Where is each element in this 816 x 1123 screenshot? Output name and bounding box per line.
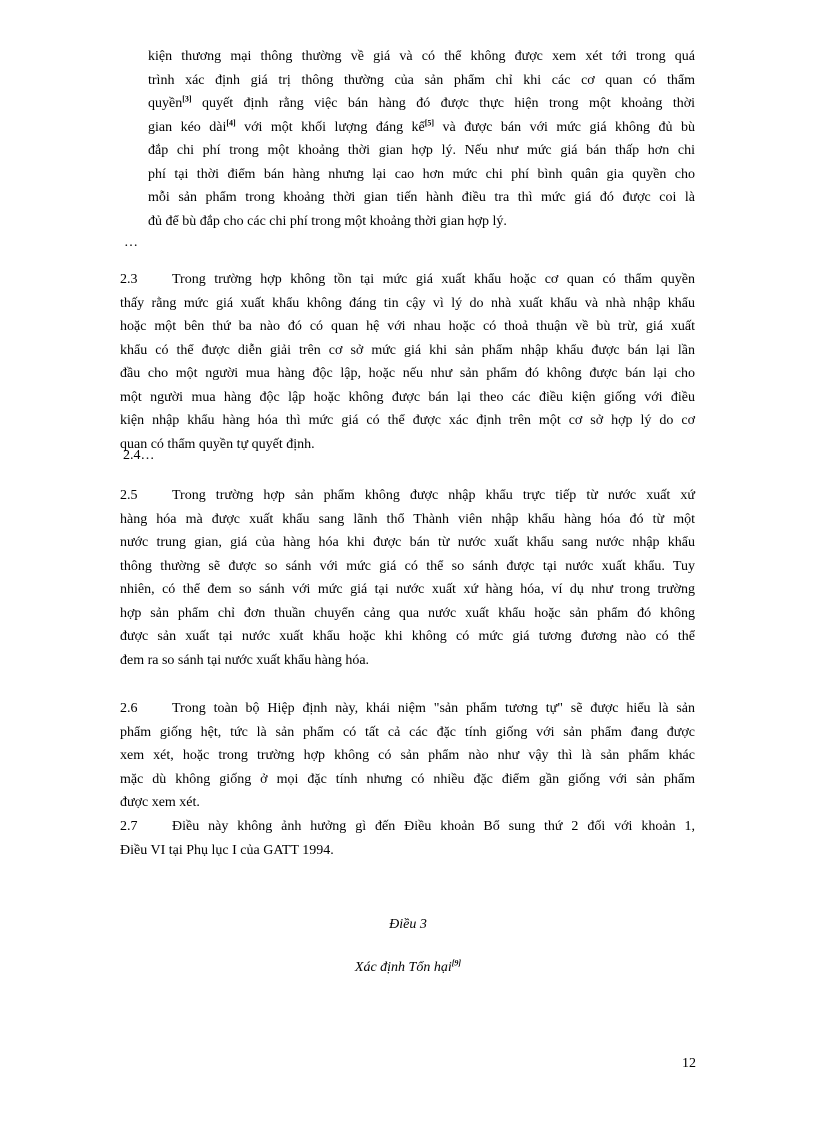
paragraph-number: 2.5 <box>120 488 138 503</box>
text-line <box>148 116 695 140</box>
continued-paragraph <box>148 45 695 233</box>
article-heading: Điều 3 <box>389 917 427 932</box>
text-line: đắp chi phí trong một khoảng thời gian hợp lý. Nếu như mức giá bán thấp hơn chi <box>148 143 695 158</box>
text-line: đem ra so sánh tại nước xuất khẩu hàng hóa. <box>120 652 370 668</box>
text-line: phẩm giống hệt, tức là sản phẩm có tất cả các đặc tính giống với sản phẩm đang được <box>120 724 695 740</box>
paragraph-number: 2.7 <box>120 819 138 834</box>
paragraph-2-7 <box>120 815 695 862</box>
text-line: phí tại thời điểm bán hàng nhưng lại cao hơn mức chi phí bình quân gia quyền cho <box>148 166 695 182</box>
text-segment: quyền <box>148 96 183 111</box>
page-number: 12 <box>682 1056 696 1071</box>
text-line: nhiên, có thể đem so sánh với mức giá tại nước xuất xứ hàng hóa, ví dụ như trong trường <box>120 582 695 597</box>
text-line: hợp sản phẩm chỉ đơn thuần chuyển cảng qua nước xuất khẩu hoặc sản phẩm đó không <box>120 605 695 621</box>
text-segment: với một khối lượng đáng kể <box>235 119 425 135</box>
text-line: hoặc một bên thứ ba nào đó có quan hệ với nhau hoặc có thoả thuận về bù trừ, giá xuất <box>120 319 695 334</box>
paragraph-2-4: 2.4… <box>123 448 155 463</box>
footnote-ref[interactable]: [4] <box>226 117 236 127</box>
text-line: được sản xuất tại nước xuất khẩu hoặc khi không có mức giá tương đương nào có thể <box>120 629 695 644</box>
text-line: quan có thẩm quyền tự quyết định. <box>120 436 315 452</box>
text-line: được xem xét. <box>120 795 200 810</box>
text-segment: Điều này không ảnh hưởng gì đến Điều khoản Bổ sung thứ 2 đối với khoản 1, <box>172 819 695 834</box>
text-line <box>120 815 695 839</box>
text-line: kiện thương mại thông thường về giá và có thể không được xem xét tới trong quá <box>148 49 695 64</box>
text-segment: gian kéo dài <box>148 119 227 135</box>
paragraph-number: 2.6 <box>120 701 138 716</box>
text-line: trình xác định giá trị thông thường của sản phẩm chỉ khi các cơ quan có thẩm <box>148 72 695 88</box>
text-line: đầu cho một người mua hàng độc lập, hoặc nếu như sản phẩm đó không được bán lại cho <box>120 366 695 381</box>
text-segment: Trong trường hợp không tồn tại mức giá xuất khẩu hoặc cơ quan có thẩm quyền <box>172 272 695 287</box>
article-title-text: Xác định Tổn hại <box>354 960 452 975</box>
text-segment: Trong trường hợp sản phẩm không được nhập khẩu trực tiếp từ nước xuất xứ <box>172 488 695 503</box>
article-title <box>0 956 816 980</box>
text-segment: quyết định rằng việc bán hàng đó được thực hiện trong một khoảng thời <box>191 96 695 111</box>
footnote-ref[interactable]: [9] <box>451 958 462 968</box>
text-line: một người mua hàng độc lập hoặc không được bán lại theo các điều kiện giống với điều <box>120 389 695 405</box>
paragraph-2-6 <box>120 697 695 815</box>
text-line: thông thường sẽ được so sánh với mức giá có thể so sánh được tại nước xuất khẩu. Tuy <box>120 558 695 574</box>
text-line: thấy rằng mức giá xuất khẩu không đáng tin cậy vì lý do nhà xuất khẩu và nhà nhập khẩu <box>120 295 695 311</box>
text-line: mỗi sản phẩm trong khoảng thời gian tiến hành điều tra thì mức giá đó được coi là <box>148 190 695 205</box>
text-line: nước trung gian, giá của hàng hóa khi được bán từ nước xuất khẩu sang nước nhập khẩu <box>120 535 695 550</box>
ellipsis: … <box>124 235 138 250</box>
paragraph-2-3 <box>120 268 695 456</box>
text-segment: và được bán với mức giá không đủ bù <box>434 119 695 135</box>
text-line <box>120 268 695 292</box>
text-line: khẩu có thể được diễn giải trên cơ sở mức giá khi sản phẩm nhập khẩu được bán lại lần <box>120 342 695 358</box>
text-segment: Trong toàn bộ Hiệp định này, khái niệm "sản phẩm tương tự" sẽ được hiểu là sản <box>172 701 695 716</box>
text-line: kiện nhập khẩu hàng hóa thì mức giá có thể được xác định trên một cơ sở hợp lý do cơ <box>120 413 695 428</box>
paragraph-2-5 <box>120 484 695 672</box>
text-line <box>120 484 695 508</box>
text-line: mặc dù không giống ở mọi đặc tính nhưng có nhiều đặc điểm gần giống với sản phẩm <box>120 771 695 787</box>
text-line: hàng hóa mà được xuất khẩu sang lãnh thổ Thành viên nhập khẩu hàng hóa đó từ một <box>120 511 695 527</box>
text-line: Điều VI tại Phụ lục I của GATT 1994. <box>120 842 334 858</box>
paragraph-number: 2.3 <box>120 272 138 287</box>
text-line <box>120 697 695 721</box>
text-line: đủ để bù đắp cho các chi phí trong một khoảng thời gian hợp lý. <box>148 213 507 229</box>
footnote-ref[interactable]: [5] <box>424 117 435 127</box>
text-line <box>148 92 695 116</box>
footnote-ref[interactable]: [3] <box>182 94 192 104</box>
text-line: xem xét, hoặc trong trường hợp không có sản phẩm nào như vậy thì là sản phẩm khác <box>120 748 695 763</box>
